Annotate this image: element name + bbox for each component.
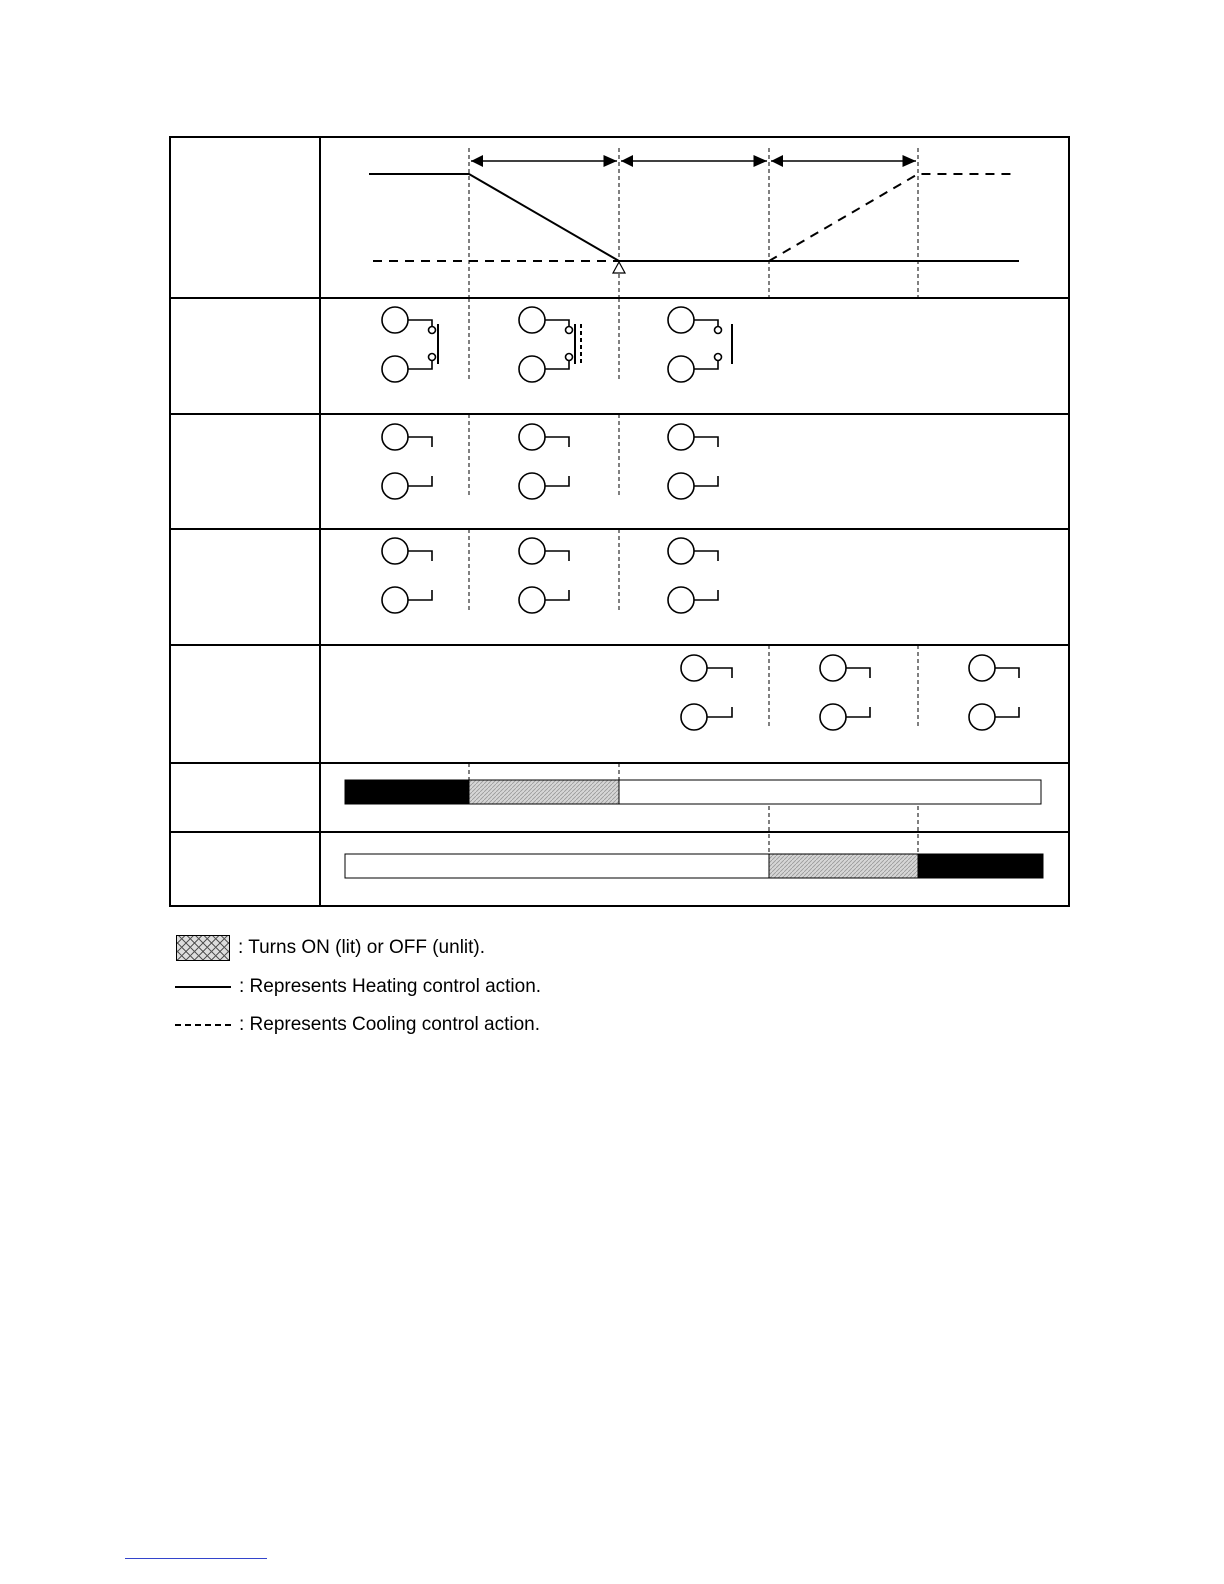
relay-closed-icon	[382, 307, 438, 382]
heating-action-line	[369, 174, 1019, 261]
legend-heating-text: : Represents Heating control action.	[239, 976, 542, 997]
terminal-icon	[382, 538, 432, 613]
relay-open-icon	[668, 307, 732, 382]
terminal-icon	[382, 424, 432, 499]
terminal-icon	[668, 424, 718, 499]
terminal-icon	[681, 655, 732, 730]
setpoint-triangle-icon	[613, 262, 625, 273]
footnote-rule	[125, 1558, 267, 1559]
crosshatch-swatch-icon	[176, 935, 230, 961]
terminal-icon	[969, 655, 1019, 730]
output-row-3	[382, 529, 718, 613]
output-row-4	[681, 645, 1019, 730]
legend-heating-row	[170, 972, 541, 1002]
toggling-segment	[469, 780, 619, 804]
relay-toggling-icon	[519, 307, 581, 382]
terminal-icon	[820, 655, 870, 730]
unlit-segment	[345, 854, 769, 878]
solid-line-icon	[175, 986, 231, 988]
terminal-icon	[519, 424, 569, 499]
legend-cooling-text: : Represents Cooling control action.	[239, 1014, 540, 1035]
relay-output-row	[382, 298, 732, 382]
heating-indicator-bar	[345, 763, 1041, 804]
control-action-graph	[369, 148, 1019, 298]
output-row-2	[382, 414, 718, 499]
dashed-line-icon	[175, 1024, 231, 1026]
cooling-action-line-rise	[769, 174, 1013, 261]
terminal-icon	[519, 538, 569, 613]
legend-cooling-row	[170, 1010, 540, 1040]
cooling-indicator-bar	[345, 806, 1043, 878]
lit-segment	[345, 780, 469, 804]
terminal-icon	[668, 538, 718, 613]
toggling-segment	[769, 854, 918, 878]
legend-swatch-text: : Turns ON (lit) or OFF (unlit).	[238, 937, 486, 958]
lit-segment	[918, 854, 1043, 878]
legend-swatch-row	[170, 933, 485, 963]
unlit-segment	[619, 780, 1041, 804]
